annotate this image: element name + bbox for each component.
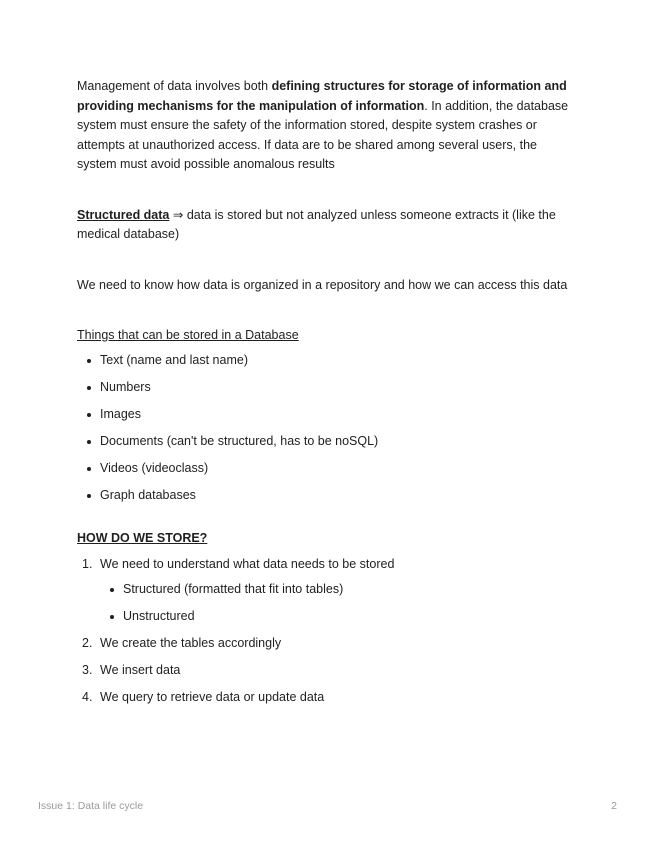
- list-item: Numbers: [77, 378, 577, 405]
- structured-data-term: Structured data: [77, 207, 170, 222]
- step-text: We query to retrieve data or update data: [100, 690, 325, 704]
- how-do-we-store-heading: HOW DO WE STORE?: [77, 530, 208, 545]
- step-item: [77, 634, 577, 661]
- step-text: We need to understand what data needs to be stored: [100, 556, 395, 571]
- implies-arrow-icon: ⇒: [172, 207, 184, 222]
- stored-things-list: [77, 351, 577, 513]
- step-text: We insert data: [100, 663, 181, 677]
- list-item: Graph databases: [77, 486, 577, 513]
- sublist-item: Unstructured: [100, 607, 577, 634]
- intro-paragraph: [77, 77, 577, 175]
- step-text: We create the tables accordingly: [100, 636, 282, 650]
- step-number: 4.: [82, 690, 93, 704]
- organization-paragraph: We need to know how data is organized in a repository and how we can access this data: [77, 277, 568, 292]
- intro-text-start: Management of data involves both: [77, 79, 272, 93]
- step-item: [77, 555, 577, 635]
- step-item: [77, 661, 577, 688]
- storage-steps-list: [77, 555, 577, 716]
- list-item: Videos (videoclass): [77, 459, 577, 486]
- sublist-item: Structured (formatted that fit into tables): [100, 580, 577, 607]
- step-number: 2.: [82, 636, 93, 650]
- structured-data-paragraph: [77, 206, 577, 245]
- step-number: 1.: [82, 556, 93, 571]
- intro-text-end: . In addition, the database system must ensure the safety of the information stored, despite system crashes or attempts at unauthorized access. If data are to be shared among several users, the system must avoid possible anomalous results: [77, 98, 569, 171]
- list-item: Images: [77, 405, 577, 432]
- data-kinds-sublist: [100, 580, 577, 634]
- intro-bold-text: defining structures for storage of information and providing mechanisms for the manipulation of information: [77, 79, 567, 113]
- page-content: [77, 77, 577, 715]
- footer-page-number: 2: [611, 800, 617, 812]
- list-item: Documents (can't be structured, has to be noSQL): [77, 432, 577, 459]
- footer-section-title: Issue 1: Data life cycle: [38, 800, 144, 812]
- list-item: Text (name and last name): [77, 351, 577, 378]
- stored-things-heading: Things that can be stored in a Database: [77, 328, 299, 342]
- structured-data-text: data is stored but not analyzed unless someone extracts it (like the medical database): [77, 207, 556, 241]
- step-item: [77, 688, 577, 715]
- step-number: 3.: [82, 663, 93, 677]
